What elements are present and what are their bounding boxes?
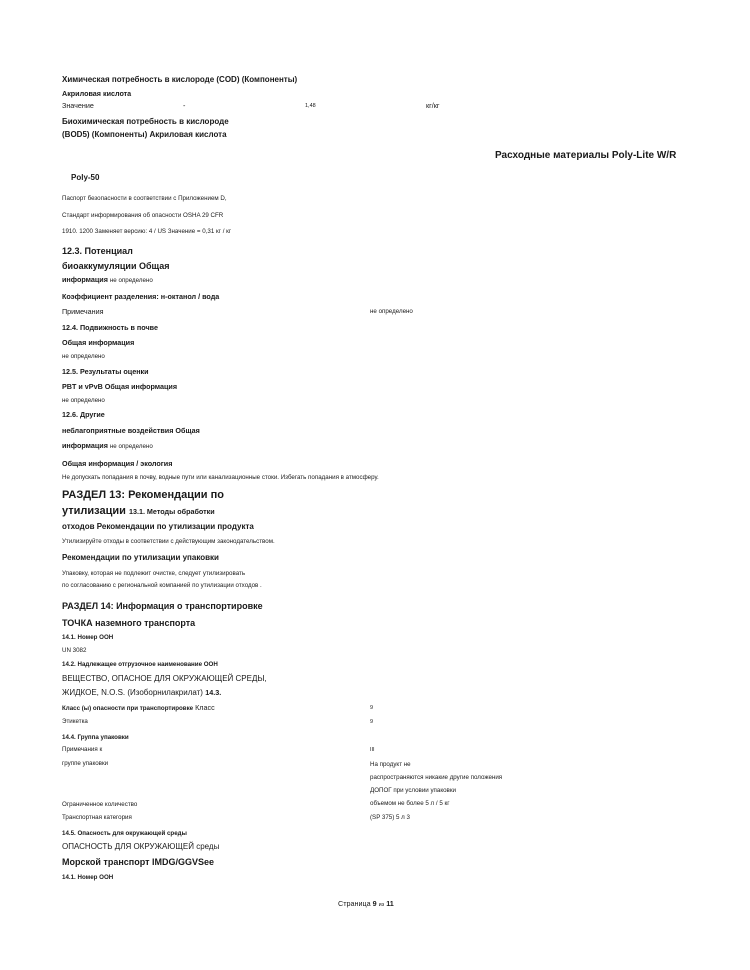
- s14-class-label: Класс: [195, 703, 215, 712]
- s14-pg-text3: ДОПОГ при условии упаковки: [370, 787, 457, 794]
- s14-un-value: UN 3082: [62, 647, 87, 654]
- s13-pack-heading: Рекомендации по утилизации упаковки: [62, 553, 219, 562]
- s14-title: РАЗДЕЛ 14: Информация о транспортировке: [62, 601, 263, 611]
- s14-name-line2: [62, 689, 221, 697]
- product-sub: Poly-50: [71, 173, 100, 182]
- page-label: Страница: [338, 899, 371, 908]
- s12-6-info-value: не определено: [109, 443, 153, 450]
- s14-pg-text5: (SP 375) 5 л 3: [370, 814, 410, 821]
- s12-5-value: не определено: [62, 397, 105, 404]
- s14-category-label: Транспортная категория: [62, 814, 132, 821]
- bod-line2-rest: Акриловая кислота: [149, 130, 227, 139]
- s14-pg-notes1: Примечания к: [62, 746, 103, 753]
- s14-pg-notes2: группе упаковки: [62, 760, 109, 767]
- s13-title-word: утилизации: [62, 505, 126, 517]
- s13-title-line2: [62, 506, 215, 517]
- ecology-text: Не допускать попадания в почву, водные пути или канализационные стоки. Избегать попадания в атмосферу.: [62, 474, 379, 481]
- sds-info-line3: 1910. 1200 Заменяет версию: 4 / US Значение = 0,31 кг / кг: [62, 228, 232, 235]
- s14-pg-text4: объемом не более 5 л / 5 кг: [370, 800, 450, 807]
- s13-line3: отходов Рекомендации по утилизации продукта: [62, 522, 254, 531]
- s14-label-value: 9: [370, 719, 374, 725]
- sds-info-line2: Стандарт информирования об опасности OSHA 29 CFR: [62, 212, 224, 219]
- s12-4-heading: 12.4. Подвижность в почве: [62, 323, 158, 332]
- s14-label-label: Этикетка: [62, 718, 88, 725]
- s14-pg-text1: На продукт не: [370, 761, 411, 768]
- bod-line2-bold: (BOD5) (Компоненты): [62, 130, 148, 139]
- cod-heading: Химическая потребность в кислороде (COD) (Компоненты): [62, 75, 298, 84]
- s14-name-line1: ВЕЩЕСТВО, ОПАСНОЕ ДЛЯ ОКРУЖАЮЩЕЙ СРЕДЫ,: [62, 674, 267, 683]
- s14-env-line: ОПАСНОСТЬ ДЛЯ ОКРУЖАЮЩЕЙ среды: [62, 842, 220, 851]
- s13-pack-text2: по согласованию с региональной компанией по утилизации отходов .: [62, 582, 262, 589]
- cod-value-label: Значение: [62, 101, 94, 110]
- s14-3-heading: 14.3.: [205, 688, 222, 697]
- s13-subheading: 13.1. Методы обработки: [128, 507, 215, 516]
- s14-sea-un-heading: 14.1. Номер ООН: [62, 874, 114, 881]
- s12-6-heading: 12.6. Другие: [62, 410, 105, 419]
- s14-class-heading: Класс (ы) опасности при транспортировке: [62, 705, 194, 712]
- s12-4-sub: Общая информация: [62, 338, 135, 347]
- s12-6-line3: [62, 442, 153, 450]
- s14-name-text: ЖИДКОЕ, N.O.S. (Изоборнилакрилат): [62, 688, 203, 697]
- cod-value: 1,48: [305, 103, 316, 109]
- s14-name-heading: 14.2. Надлежащее отгрузочное наименование ООН: [62, 661, 218, 668]
- s14-land-heading: ТОЧКА наземного транспорта: [62, 618, 196, 628]
- s12-5-sub: PBT и vPvB Общая информация: [62, 382, 178, 391]
- s12-5-heading: 12.5. Результаты оценки: [62, 367, 149, 376]
- s14-env-heading: 14.5. Опасность для окружающей среды: [62, 830, 187, 837]
- s12-3-info-value: не определено: [109, 277, 153, 284]
- bod-line1: Биохимическая потребность в кислороде: [62, 117, 229, 126]
- s14-pg-value: III: [370, 747, 375, 753]
- bod-line2: [62, 131, 227, 139]
- s12-3-line3: [62, 276, 153, 284]
- s14-pg-text2: распространяются никакие другие положения: [370, 774, 503, 781]
- page-footer: [338, 900, 394, 909]
- partition-notes-label: Примечания: [62, 307, 104, 316]
- s14-class-line: [62, 704, 215, 712]
- cod-dash: -: [183, 101, 186, 110]
- page-number: 9: [372, 899, 377, 908]
- s12-3-line2: биоаккумуляции Общая: [62, 261, 170, 271]
- s13-title-line1: РАЗДЕЛ 13: Рекомендации по: [62, 489, 224, 501]
- s12-6-line2: неблагоприятные воздействия Общая: [62, 426, 200, 435]
- s14-un-heading: 14.1. Номер ООН: [62, 634, 114, 641]
- s14-sea-heading: Морской транспорт IMDG/GGVSee: [62, 857, 215, 867]
- s13-pack-text1: Упаковку, которая не подлежит очистке, следует утилизировать: [62, 570, 246, 577]
- s12-4-value: не определено: [62, 353, 105, 360]
- page-of-label: из: [378, 902, 385, 908]
- cod-substance: Акриловая кислота: [62, 89, 132, 98]
- s12-3-heading: 12.3. Потенциал: [62, 246, 133, 256]
- page-total: 11: [386, 899, 394, 908]
- partition-notes-value: не определено: [370, 308, 413, 315]
- product-name: Расходные материалы Poly-Lite W/R: [495, 150, 677, 161]
- partition-heading: Коэффициент разделения: н-октанол / вода: [62, 292, 220, 301]
- s14-pg-heading: 14.4. Группа упаковки: [62, 734, 129, 741]
- s13-text1: Утилизируйте отходы в соответствии с действующим законодательством.: [62, 538, 275, 545]
- sds-info-line1: Паспорт безопасности в соответствии с Приложением D,: [62, 195, 227, 202]
- ecology-heading: Общая информация / экология: [62, 459, 173, 468]
- s14-class-value: 9: [370, 705, 374, 711]
- s14-limited-label: Ограниченное количество: [62, 801, 138, 808]
- cod-unit: кг/кг: [426, 101, 440, 110]
- s12-3-info-label: информация: [62, 275, 108, 284]
- s12-6-info-label: информация: [62, 441, 108, 450]
